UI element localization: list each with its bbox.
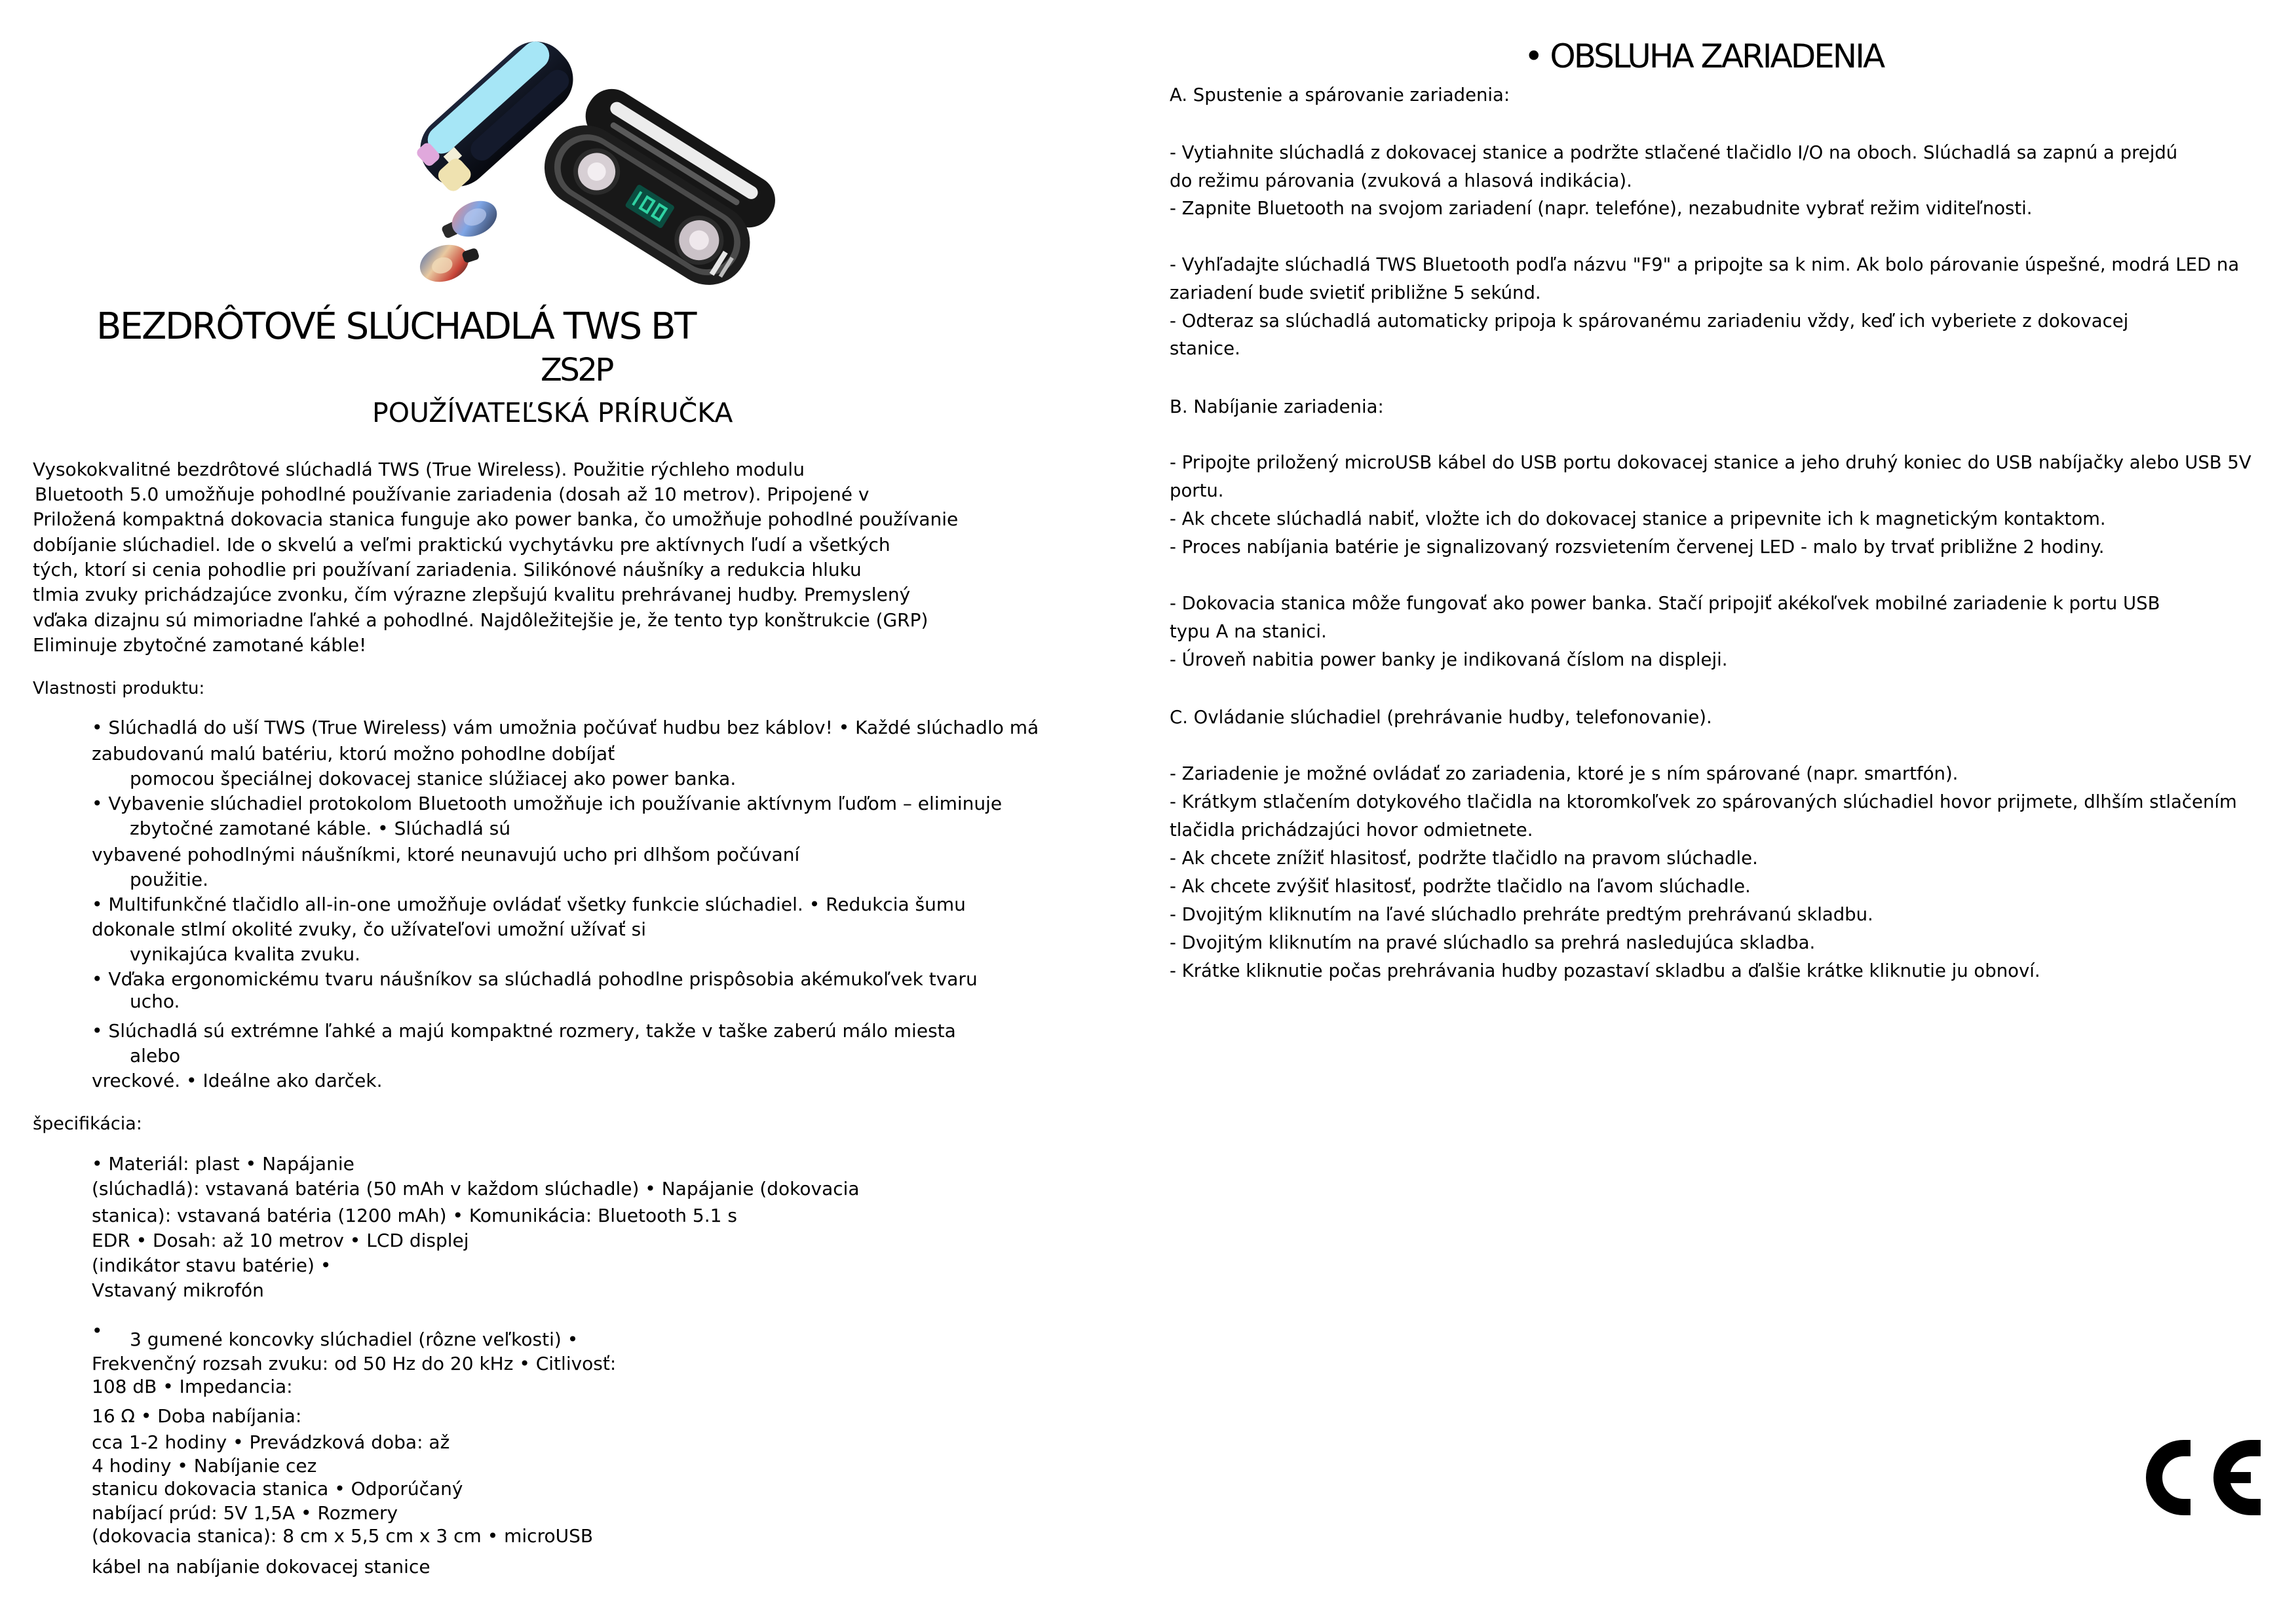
instruction-line: - Dokovacia stanica môže fungovať ako power banka. Stačí pripojiť akékoľvek mobilné zariadenie k portu USB <box>1170 593 2160 614</box>
spec-line: EDR • Dosah: až 10 metrov • LCD displej <box>92 1230 469 1251</box>
feature-line: pomocou špeciálnej dokovacej stanice slúžiacej ako power banka. <box>130 768 737 789</box>
instruction-line: - Vyhľadajte slúchadlá TWS Bluetooth podľa názvu "F9" a pripojte sa k nim. Ak bolo párovanie úspešné, modrá LED na <box>1170 254 2240 275</box>
instruction-line: - Krátke kliknutie počas prehrávania hudby pozastaví skladbu a ďalšie krátke kliknutie ju obnoví. <box>1170 960 2040 981</box>
spec-line: stanicu dokovacia stanica • Odporúčaný <box>92 1478 463 1500</box>
spec-line: cca 1-2 hodiny • Prevádzková doba: až <box>92 1431 450 1453</box>
document-subtitle: POUŽÍVATEĽSKÁ PRÍRUČKA <box>372 397 733 428</box>
instruction-line: portu. <box>1170 480 1224 501</box>
spec-line: (slúchadlá): vstavaná batéria (50 mAh v každom slúchadle) • Napájanie (dokovacia <box>92 1178 860 1199</box>
feature-line: vreckové. • Ideálne ako darček. <box>92 1070 383 1091</box>
spec-line: 3 gumené koncovky slúchadiel (rôzne veľkosti) • <box>130 1329 579 1350</box>
feature-line: zbytočné zamotané káble. • Slúchadlá sú <box>130 818 511 839</box>
instruction-line: - Ak chcete slúchadlá nabiť, vložte ich do dokovacej stanice a pripevnite ich k magnetickým kontaktom. <box>1170 508 2106 529</box>
operation-heading: • OBSLUHA ZARIADENIA <box>1524 37 1884 75</box>
intro-line: dobíjanie slúchadiel. Ide o skvelú a veľmi praktickú vychytávku pre aktívnych ľudí a všetkých <box>33 534 890 556</box>
product-image <box>393 26 780 295</box>
intro-line: tlmia zvuky prichádzajúce zvonku, čím výrazne zlepšujú kvalitu prehrávanej hudby. Premyslený <box>33 584 911 605</box>
instruction-line: do režimu párovania (zvuková a hlasová indikácia). <box>1170 170 1632 191</box>
section-heading: B. Nabíjanie zariadenia: <box>1170 396 1384 417</box>
instruction-line: - Vytiahnite slúchadlá z dokovacej stanice a podržte stlačené tlačidlo I/O na oboch. Slúchadlá sa zapnú a prejdú <box>1170 142 2178 163</box>
instruction-line: typu A na stanici. <box>1170 621 1327 642</box>
feature-line: vynikajúca kvalita zvuku. <box>130 943 361 965</box>
ce-mark-c <box>2154 1448 2191 1507</box>
document-title: BEZDRÔTOVÉ SLÚCHADLÁ TWS BT <box>96 305 695 348</box>
earbud-lower <box>415 236 484 288</box>
intro-line: Bluetooth 5.0 umožňuje pohodlné používanie zariadenia (dosah až 10 metrov). Pripojené v <box>35 483 870 505</box>
spec-line: 4 hodiny • Nabíjanie cez <box>92 1455 317 1477</box>
instruction-line: zariadení bude svietiť približne 5 sekúnd. <box>1170 282 1541 303</box>
spec-line: 108 dB • Impedancia: <box>92 1376 293 1397</box>
feature-line: použitie. <box>130 869 209 890</box>
feature-line: • Vybavenie slúchadiel protokolom Bluetooth umožňuje ich používanie aktívnym ľuďom – eliminuje <box>92 793 1003 814</box>
feature-line: zabudovanú malú batériu, ktorú možno pohodlne dobíjať <box>92 743 615 765</box>
spec-line: • Materiál: plast • Napájanie <box>92 1153 354 1175</box>
spec-line: 16 Ω • Doba nabíjania: <box>92 1405 302 1427</box>
spec-line: nabíjací prúd: 5V 1,5A • Rozmery <box>92 1502 398 1524</box>
intro-line: Priložená kompaktná dokovacia stanica funguje ako power banka, čo umožňuje pohodlné používanie <box>33 508 959 530</box>
instruction-line: - Zariadenie je možné ovládať zo zariadenia, ktoré je s ním spárované (napr. smartfón). <box>1170 763 1959 784</box>
instruction-line: - Ak chcete zvýšiť hlasitosť, podržte tlačidlo na ľavom slúchadle. <box>1170 876 1751 897</box>
feature-line: • Vďaka ergonomickému tvaru náušníkov sa slúchadlá pohodlne prispôsobia akémukoľvek tvaru <box>92 968 978 990</box>
section-heading: A. Spustenie a spárovanie zariadenia: <box>1170 85 1510 105</box>
feature-line: dokonale stlmí okolité zvuky, čo užívateľovi umožní užívať si <box>92 918 647 940</box>
model-number: ZS2P <box>541 352 612 388</box>
instruction-line: - Pripojte priložený microUSB kábel do USB portu dokovacej stanice a jeho druhý koniec do USB nabíjačky alebo USB 5V <box>1170 452 2251 473</box>
instruction-line: - Ak chcete znížiť hlasitosť, podržte tlačidlo na pravom slúchadle. <box>1170 848 1758 869</box>
feature-line: ucho. <box>130 991 180 1012</box>
spec-bullet: • <box>92 1320 103 1342</box>
section-heading: C. Ovládanie slúchadiel (prehrávanie hudby, telefonovanie). <box>1170 707 1712 728</box>
instruction-line: tlačidla prichádzajúci hovor odmietnete. <box>1170 820 1533 840</box>
feature-line: vybavené pohodlnými náušníkmi, ktoré neunavujú ucho pri dlhšom počúvaní <box>92 844 800 865</box>
features-heading: Vlastnosti produktu: <box>33 679 205 698</box>
instruction-line: - Proces nabíjania batérie je signalizovaný rozsvietením červenej LED - malo by trvať približne 2 hodiny. <box>1170 537 2105 557</box>
instruction-line: - Dvojitým kliknutím na pravé slúchadlo sa prehrá nasledujúca skladba. <box>1170 932 1816 953</box>
instruction-line: - Zapnite Bluetooth na svojom zariadení (napr. telefóne), nezabudnite vybrať režim viditeľnosti. <box>1170 198 2033 219</box>
intro-line: Eliminuje zbytočné zamotané káble! <box>33 634 367 656</box>
instruction-line: - Úroveň nabitia power banky je indikovaná číslom na displeji. <box>1170 649 1728 670</box>
feature-line: • Slúchadlá do uší TWS (True Wireless) vám umožnia počúvať hudbu bez káblov! • Každé slúchadlo má <box>92 717 1039 738</box>
earbud-upper <box>436 194 503 248</box>
instruction-line: - Krátkym stlačením dotykového tlačidla na ktoromkoľvek zo spárovaných slúchadiel hovor prijmete, dlhším stlačením <box>1170 791 2237 812</box>
spec-line: (indikátor stavu batérie) • <box>92 1255 332 1276</box>
specifications-heading: špecifikácia: <box>33 1114 142 1134</box>
instruction-line: - Dvojitým kliknutím na ľavé slúchadlo prehráte predtým prehrávanú skladbu. <box>1170 904 1873 925</box>
spec-line: stanica): vstavaná batéria (1200 mAh) • Komunikácia: Bluetooth 5.1 s <box>92 1205 737 1226</box>
intro-line: vďaka dizajnu sú mimoriadne ľahké a pohodlné. Najdôležitejšie je, že tento typ konštrukcie (GRP) <box>33 609 928 631</box>
instruction-line: - Odteraz sa slúchadlá automaticky pripoja k spárovanému zariadeniu vždy, keď ich vyberiete z dokovacej <box>1170 311 2129 331</box>
spec-line: (dokovacia stanica): 8 cm x 5,5 cm x 3 cm • microUSB <box>92 1525 594 1547</box>
ce-mark <box>2136 1431 2270 1526</box>
spec-line: Vstavaný mikrofón <box>92 1279 264 1301</box>
spec-line: kábel na nabíjanie dokovacej stanice <box>92 1556 430 1577</box>
charging-case-open <box>529 75 780 295</box>
intro-line: tých, ktorí si cenia pohodlie pri používaní zariadenia. Silikónové náušníky a redukcia hluku <box>33 559 862 580</box>
feature-line: • Multifunkčné tlačidlo all-in-one umožňuje ovládať všetky funkcie slúchadiel. • Redukcia šumu <box>92 894 966 915</box>
intro-line: Vysokokvalitné bezdrôtové slúchadlá TWS (True Wireless). Použitie rýchleho modulu <box>33 459 805 480</box>
instruction-line: stanice. <box>1170 338 1240 359</box>
spec-line: Frekvenčný rozsah zvuku: od 50 Hz do 20 kHz • Citlivosť: <box>92 1353 617 1374</box>
feature-line: alebo <box>130 1045 181 1067</box>
feature-line: • Slúchadlá sú extrémne ľahké a majú kompaktné rozmery, takže v taške zaberú málo miesta <box>92 1020 956 1042</box>
ce-mark-e-bar <box>2225 1472 2251 1483</box>
